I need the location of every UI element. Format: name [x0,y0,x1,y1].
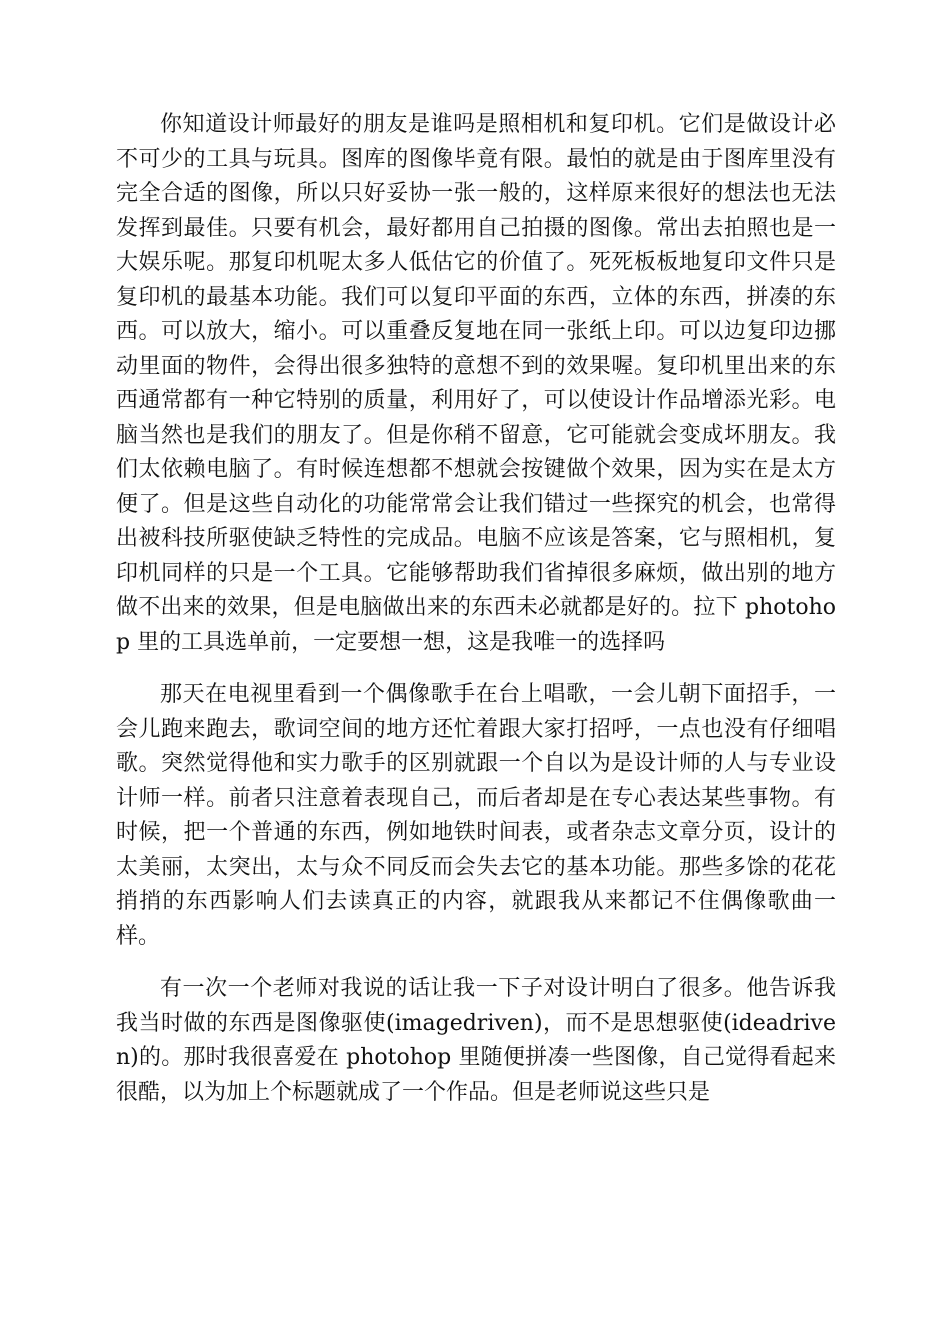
paragraph-3: 有一次一个老师对我说的话让我一下子对设计明白了很多。他告诉我我当时做的东西是图像驱使(imagedriven)，而不是思想驱使(ideadriven)的。那时我很喜爱在 photohop 里随便拼凑一些图像，自己觉得看起来很酷，以为加上个标题就成了一个作品。但是老师说这些只是 [116,976,836,1105]
document-body [116,108,836,1128]
paragraph-2: 那天在电视里看到一个偶像歌手在台上唱歌，一会儿朝下面招手，一会儿跑来跑去，歌词空间的地方还忙着跟大家打招呼，一点也没有仔细唱歌。突然觉得他和实力歌手的区别就跟一个自以为是设计师的人与专业设计师一样。前者只注意着表现自己，而后者却是在专心表达某些事物。有时候，把一个普通的东西，例如地铁时间表，或者杂志文章分页，设计的太美丽，太突出，太与众不同反而会失去它的基本功能。那些多馀的花花捎捎的东西影响人们去读真正的内容，就跟我从来都记不住偶像歌曲一样。 [116,682,836,949]
paragraph-1: 你知道设计师最好的朋友是谁吗是照相机和复印机。它们是做设计必不可少的工具与玩具。图库的图像毕竟有限。最怕的就是由于图库里没有完全合适的图像，所以只好妥协一张一般的，这样原来很好的想法也无法发挥到最佳。只要有机会，最好都用自己拍摄的图像。常出去拍照也是一大娱乐呢。那复印机呢太多人低估它的价值了。死死板板地复印文件只是复印机的最基本功能。我们可以复印平面的东西，立体的东西，拼凑的东西。可以放大，缩小。可以重叠反复地在同一张纸上印。可以边复印边挪动里面的物件，会得出很多独特的意想不到的效果喔。复印机里出来的东西通常都有一种它特别的质量，利用好了，可以使设计作品增添光彩。电脑当然也是我们的朋友了。但是你稍不留意，它可能就会变成坏朋友。我们太依赖电脑了。有时候连想都不想就会按键做个效果，因为实在是太方便了。但是这些自动化的功能常常会让我们错过一些探究的机会，也常得出被科技所驱使缺乏特性的完成品。电脑不应该是答案，它与照相机，复印机同样的只是一个工具。它能够帮助我们省掉很多麻烦，做出别的地方做不出来的效果，但是电脑做出来的东西未必就都是好的。拉下 photohop 里的工具选单前，一定要想一想，这是我唯一的选择吗 [116,112,836,655]
